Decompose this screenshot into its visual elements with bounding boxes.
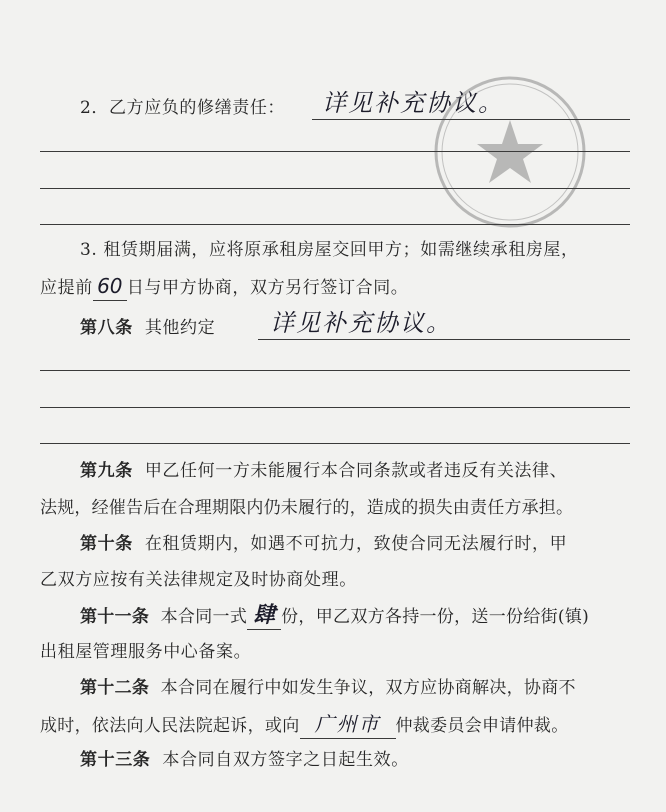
- article8-title: 第八条: [80, 318, 133, 338]
- article12-title: 第十二条: [80, 678, 150, 698]
- article12-pre: 成时，依法向人民法院起诉，或向: [40, 716, 300, 736]
- article9-text2: 法规，经催告后在合理期限内仍未履行的，造成的损失由责任方承担。: [40, 498, 574, 518]
- lease-end-line: [80, 238, 579, 262]
- article12-arbitration-field: [300, 712, 396, 739]
- repair-responsibility-field: [312, 86, 630, 120]
- blank-rule-5: [40, 407, 630, 408]
- article11-pre: 本合同一式: [160, 607, 248, 627]
- lease-end-text: 3. 租赁期届满，应将原承租房屋交回甲方；如需继续承租房屋，: [80, 240, 579, 260]
- article8-label: 其他约定: [144, 318, 216, 338]
- article10-text2: 乙双方应按有关法律规定及时协商处理。: [40, 570, 357, 590]
- advance-notice-post: 日与甲方协商，双方另行签订合同。: [126, 278, 409, 298]
- article11-line1: [80, 604, 589, 630]
- article11-copies-handwritten: 肆: [253, 603, 276, 628]
- article12-line1: [80, 676, 576, 700]
- article8-handwritten: 详见补充协议。: [270, 309, 452, 337]
- article10-line2: [40, 568, 357, 592]
- advance-notice-pre: 应提前: [40, 278, 93, 298]
- article11-text2: 出租屋管理服务中心备案。: [40, 642, 252, 662]
- article12-arbitration-handwritten: 广州市: [314, 712, 381, 736]
- blank-rule-4: [40, 370, 630, 371]
- article12-line2: [40, 712, 569, 739]
- article10-title: 第十条: [80, 534, 133, 554]
- advance-notice-days-field: [93, 274, 127, 301]
- article13-line: [80, 748, 409, 772]
- advance-notice-line: [40, 274, 408, 301]
- article12-text1: 本合同在履行中如发生争议，双方应协商解决，协商不: [160, 678, 576, 698]
- article8-line: [80, 316, 215, 340]
- article10-line1: [80, 532, 567, 556]
- article11-post: 份，甲乙双方各持一份，送一份给街(镇): [281, 607, 590, 627]
- article9-title: 第九条: [80, 461, 133, 481]
- repair-responsibility-handwritten: 详见补充协议。: [322, 89, 504, 117]
- article8-field: [258, 306, 630, 340]
- article9-text1: 甲乙任何一方未能履行本合同条款或者违反有关法律、: [144, 461, 568, 481]
- blank-rule-6: [40, 443, 630, 444]
- advance-notice-days-handwritten: 60: [97, 274, 123, 298]
- article12-post: 仲裁委员会申请仲裁。: [395, 716, 569, 736]
- article13-text: 本合同自双方签字之日起生效。: [162, 750, 409, 770]
- article9-line2: [40, 496, 573, 520]
- article10-text1: 在租赁期内，如遇不可抗力，致使合同无法履行时，甲: [144, 534, 568, 554]
- blank-rule-2: [40, 188, 630, 189]
- blank-rule-1: [40, 151, 630, 152]
- article13-title: 第十三条: [80, 750, 151, 770]
- article11-copies-field: [247, 604, 281, 630]
- article9-line1: [80, 459, 567, 483]
- blank-rule-3: [40, 224, 630, 225]
- article11-line2: [40, 640, 251, 664]
- article11-title: 第十一条: [80, 607, 150, 627]
- repair-responsibility-line: [80, 96, 285, 120]
- repair-responsibility-label: 2．乙方应负的修缮责任：: [80, 98, 286, 118]
